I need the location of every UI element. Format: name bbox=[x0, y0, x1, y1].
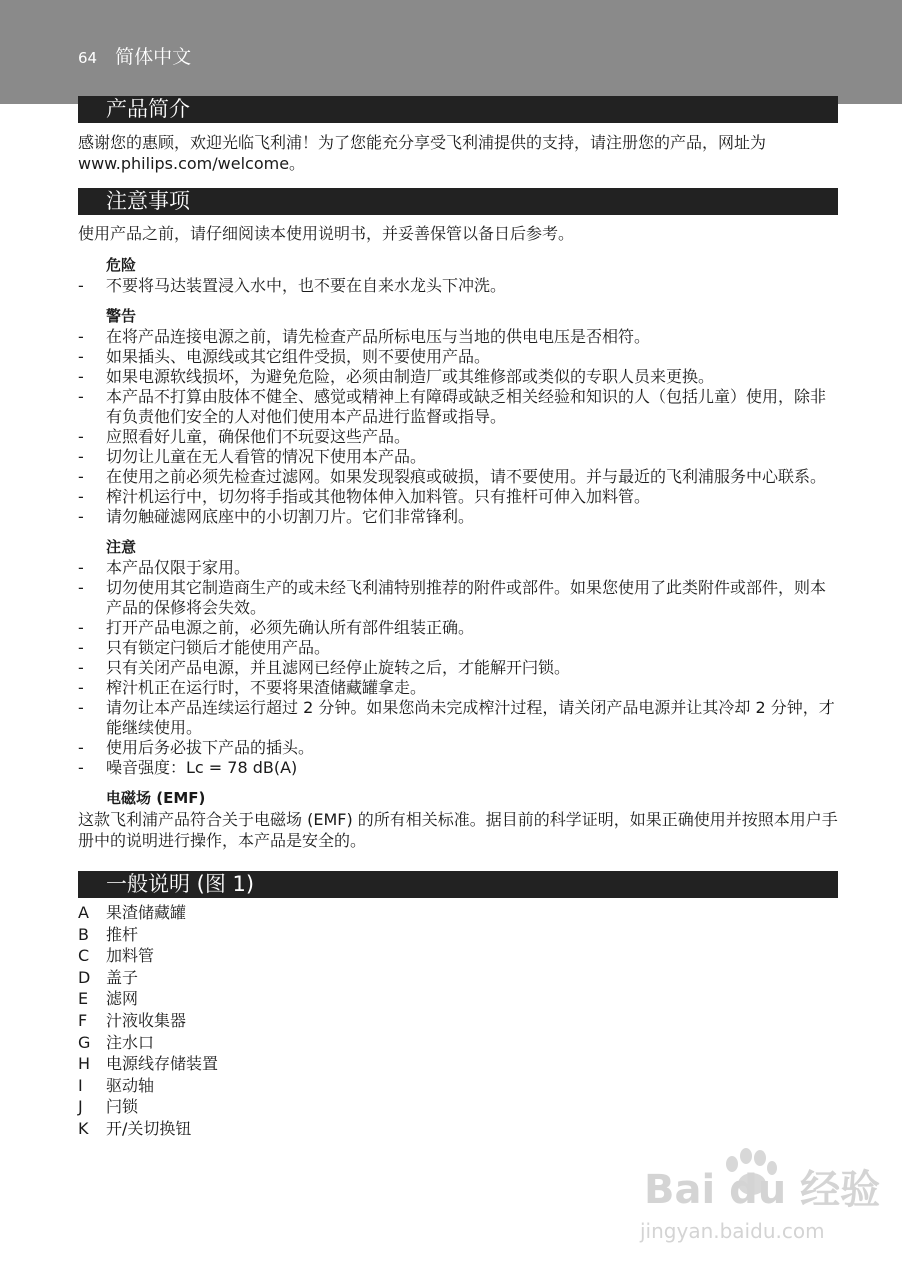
page-content bbox=[78, 96, 838, 1140]
dash-marker: - bbox=[78, 467, 84, 486]
dash-marker: - bbox=[78, 578, 84, 597]
dash-marker: - bbox=[78, 558, 84, 577]
language-label: 简体中文 bbox=[115, 46, 192, 68]
section-title-general: 一般说明 (图 1) bbox=[78, 871, 838, 898]
list-item: - 噪音强度：Lc = 78 dB(A) bbox=[78, 758, 298, 777]
dash-marker: - bbox=[78, 618, 84, 637]
caution-heading: 注意 bbox=[106, 538, 137, 556]
list-item: - 切勿让儿童在无人看管的情况下使用本产品。 bbox=[78, 447, 427, 466]
list-item: - 榨汁机运行中，切勿将手指或其他物体伸入加料管。只有推杆可伸入加料管。 bbox=[78, 487, 651, 506]
dash-marker: - bbox=[78, 758, 84, 777]
list-item: F 汁液收集器 bbox=[78, 1010, 187, 1030]
list-item: G 注水口 bbox=[78, 1032, 155, 1052]
list-item: - 应照看好儿童，确保他们不玩耍这些产品。 bbox=[78, 427, 411, 446]
watermark-logo: Bai du 经验 bbox=[644, 1167, 881, 1213]
section-title-intro: 产品简介 bbox=[78, 96, 838, 123]
baidu-watermark bbox=[640, 1148, 881, 1268]
list-item: - 如果插头、电源线或其它组件受损，则不要使用产品。 bbox=[78, 347, 491, 366]
list-item: E 滤网 bbox=[78, 989, 139, 1009]
list-item: - 只有锁定闩锁后才能使用产品。 bbox=[78, 638, 331, 657]
list-item: - 打开产品电源之前，必须先确认所有部件组装正确。 bbox=[78, 618, 475, 637]
list-item: - 本产品不打算由肢体不健全、感觉或精神上有障碍或缺乏相关经验和知识的人（包括儿童）使用，除非有负责他们安全的人对他们使用本产品进行监督或指导。 bbox=[78, 387, 827, 426]
list-item: - 请勿让本产品连续运行超过 2 分钟。如果您尚未完成榨汁过程，请关闭产品电源并让其冷却 2 分钟，才能继续使用。 bbox=[78, 698, 835, 737]
list-item: C 加料管 bbox=[78, 946, 155, 966]
list-item: K 开/关切换钮 bbox=[78, 1118, 192, 1138]
list-item: A 果渣储藏罐 bbox=[78, 903, 187, 922]
list-item: B 推杆 bbox=[78, 924, 139, 944]
page-number: 64 bbox=[78, 49, 98, 67]
dash-marker: - bbox=[78, 678, 84, 697]
dash-marker: - bbox=[78, 387, 84, 406]
list-item: J 闩锁 bbox=[78, 1097, 139, 1117]
emf-heading: 电磁场 (EMF) bbox=[106, 789, 206, 807]
dash-marker: - bbox=[78, 347, 84, 366]
list-item: - 使用后务必拔下产品的插头。 bbox=[78, 738, 315, 757]
list-item: - 切勿使用其它制造商生产的或未经飞利浦特别推荐的附件或部件。如果您使用了此类附件或部件，则本产品的保修将会失效。 bbox=[78, 578, 827, 617]
list-item: - 如果电源软线损坏，为避免危险，必须由制造厂或其维修部或类似的专职人员来更换。 bbox=[78, 367, 715, 386]
list-item: - 不要将马达装置浸入水中，也不要在自来水龙头下冲洗。 bbox=[78, 276, 507, 295]
page-header bbox=[78, 44, 191, 71]
dash-marker: - bbox=[78, 427, 84, 446]
warning-heading: 警告 bbox=[106, 307, 137, 325]
precautions-intro: 使用产品之前，请仔细阅读本使用说明书，并妥善保管以备日后参考。 bbox=[78, 224, 575, 243]
dash-marker: - bbox=[78, 638, 84, 657]
list-item: - 在使用之前必须先检查过滤网。如果发现裂痕或破损，请不要使用。并与最近的飞利浦服务中心联系。 bbox=[78, 467, 827, 486]
dash-marker: - bbox=[78, 738, 84, 757]
dash-marker: - bbox=[78, 487, 84, 506]
dash-marker: - bbox=[78, 327, 84, 346]
parts-list bbox=[78, 902, 838, 1140]
dash-marker: - bbox=[78, 276, 84, 295]
danger-list bbox=[78, 276, 838, 296]
emf-text: 这款飞利浦产品符合关于电磁场 (EMF) 的所有相关标准。据目前的科学证明，如果正确使用并按照本用户手册中的说明进行操作，本产品是安全的。 bbox=[78, 810, 838, 850]
list-item: H 电源线存储装置 bbox=[78, 1054, 219, 1074]
list-item: - 只有关闭产品电源，并且滤网已经停止旋转之后，才能解开闩锁。 bbox=[78, 658, 571, 677]
list-item: - 请勿触碰滤网底座中的小切割刀片。它们非常锋利。 bbox=[78, 507, 475, 526]
list-item: - 榨汁机正在运行时，不要将果渣储藏罐拿走。 bbox=[78, 678, 427, 697]
list-item: D 盖子 bbox=[78, 967, 139, 987]
intro-text: 感谢您的惠顾，欢迎光临飞利浦！为了您能充分享受飞利浦提供的支持，请注册您的产品，网址为 www.philips.com/welcome。 bbox=[78, 133, 767, 173]
dash-marker: - bbox=[78, 367, 84, 386]
watermark-url: jingyan.baidu.com bbox=[640, 1219, 825, 1243]
list-item: I 驱动轴 bbox=[78, 1075, 155, 1095]
list-item: - 在将产品连接电源之前，请先检查产品所标电压与当地的供电电压是否相符。 bbox=[78, 327, 651, 346]
dash-marker: - bbox=[78, 698, 84, 717]
caution-list bbox=[78, 558, 838, 778]
list-item: - 本产品仅限于家用。 bbox=[78, 558, 251, 577]
dash-marker: - bbox=[78, 447, 84, 466]
section-title-precautions: 注意事项 bbox=[78, 188, 838, 215]
dash-marker: - bbox=[78, 658, 84, 677]
danger-heading: 危险 bbox=[106, 256, 137, 274]
dash-marker: - bbox=[78, 507, 84, 526]
warning-list bbox=[78, 327, 838, 527]
